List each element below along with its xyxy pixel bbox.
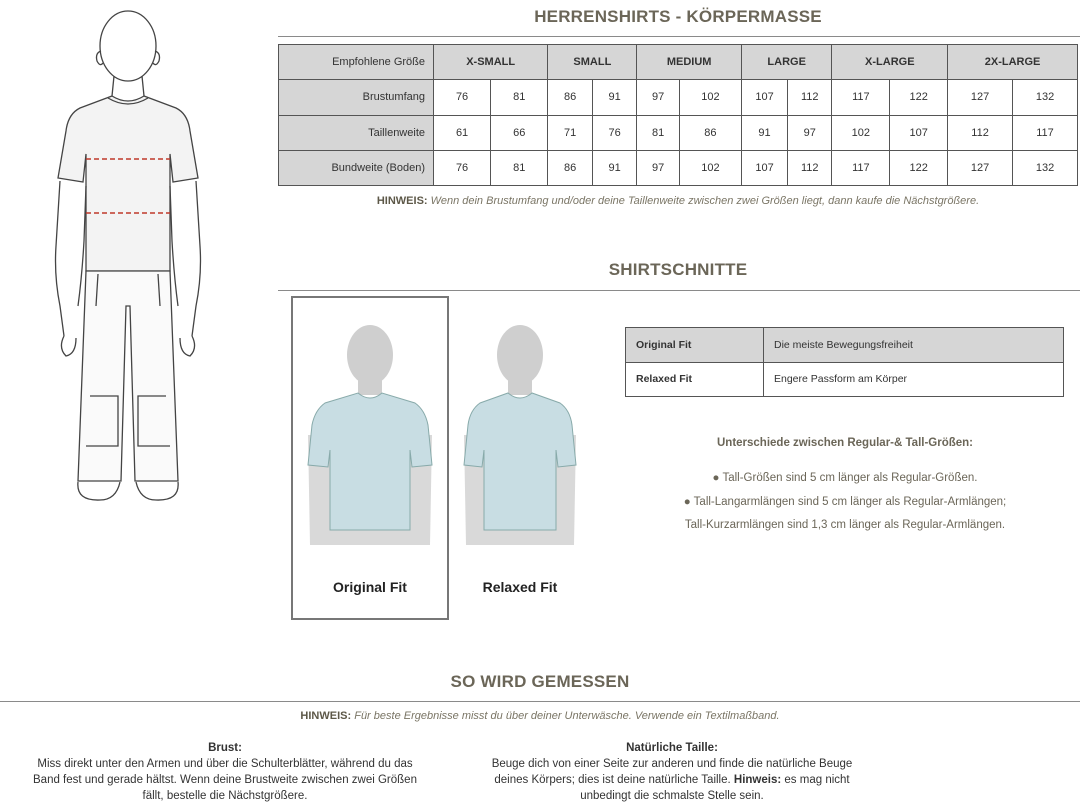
table-cell: 112 xyxy=(948,115,1013,150)
size-col-s: SMALL xyxy=(548,45,637,80)
fit-table xyxy=(625,327,1064,397)
table-cell: 127 xyxy=(948,150,1013,185)
table-cell: 91 xyxy=(592,80,637,115)
table-row xyxy=(626,328,1064,363)
table-cell: 86 xyxy=(679,115,741,150)
table-row xyxy=(626,362,1064,397)
note-label: HINWEIS: xyxy=(376,195,428,207)
divider xyxy=(0,701,1080,702)
size-table xyxy=(278,44,1078,186)
size-col-xs: X-SMALL xyxy=(434,45,548,80)
cuts-section-title: SHIRTSCHNITTE xyxy=(608,260,748,279)
chest-instructions xyxy=(10,740,440,804)
table-row xyxy=(279,150,1078,185)
table-cell: 81 xyxy=(637,115,679,150)
row-label: Brustumfang xyxy=(279,80,434,115)
table-cell: 132 xyxy=(1013,150,1078,185)
table-cell: 122 xyxy=(890,150,948,185)
table-cell: 86 xyxy=(548,150,593,185)
divider xyxy=(278,290,1080,291)
note-text: Für beste Ergebnisse misst du über deiner Unterwäsche. Verwende ein Textilmaßband. xyxy=(354,710,780,722)
bullet-continuation: Tall-Kurzarmlängen sind 1,3 cm länger als Regular-Armlängen. xyxy=(684,519,1006,531)
table-cell: 117 xyxy=(1013,115,1078,150)
chest-line: Miss direkt unter den Armen und über die Schulterblätter, während du das xyxy=(37,758,413,770)
relaxed-fit-label: Relaxed Fit xyxy=(482,579,558,595)
table-cell: 76 xyxy=(592,115,637,150)
original-fit-figure xyxy=(300,315,440,545)
size-col-2xl: 2X-LARGE xyxy=(948,45,1078,80)
note-label: HINWEIS: xyxy=(300,710,352,722)
table-cell: 81 xyxy=(491,150,548,185)
diff-title: Unterschiede zwischen Regular-& Tall-Größen: xyxy=(716,437,974,449)
table-cell: 97 xyxy=(637,150,679,185)
bullet-item xyxy=(625,472,1065,484)
table-cell: 112 xyxy=(788,80,832,115)
table-cell: 91 xyxy=(741,115,787,150)
table-cell: 86 xyxy=(548,80,593,115)
relaxed-fit-figure xyxy=(450,315,590,545)
table-cell: 122 xyxy=(890,80,948,115)
table-cell: 117 xyxy=(832,150,890,185)
note-text: Wenn dein Brustumfang und/oder deine Taillenweite zwischen zwei Größen liegt, dann kaufe die Nächstgrößere. xyxy=(430,195,980,207)
table-cell: 112 xyxy=(788,150,832,185)
table-cell: 132 xyxy=(1013,80,1078,115)
size-header-label: Empfohlene Größe xyxy=(279,45,434,80)
body-measurement-illustration xyxy=(38,6,218,506)
row-label: Taillenweite xyxy=(279,115,434,150)
fit-name: Original Fit xyxy=(626,328,764,363)
waist-instructions xyxy=(462,740,882,804)
row-label: Bundweite (Boden) xyxy=(279,150,434,185)
waist-line: deines Körpers; dies ist deine natürliche Taille. xyxy=(494,774,731,786)
bullet-dot-icon: ● xyxy=(712,472,723,484)
table-cell: 91 xyxy=(592,150,637,185)
table-cell: 61 xyxy=(434,115,491,150)
size-section-title: HERRENSHIRTS - KÖRPERMASSE xyxy=(534,7,822,26)
table-row xyxy=(279,115,1078,150)
divider xyxy=(278,36,1080,37)
table-cell: 102 xyxy=(832,115,890,150)
table-cell: 76 xyxy=(434,150,491,185)
table-cell: 127 xyxy=(948,80,1013,115)
bullet-text: Tall-Größen sind 5 cm länger als Regular-Größen. xyxy=(722,472,978,484)
waist-title: Natürliche Taille: xyxy=(626,742,718,754)
chest-line: fällt, bestelle die Nächstgrößere. xyxy=(142,790,308,802)
table-cell: 81 xyxy=(491,80,548,115)
bullet-dot-icon: ● xyxy=(683,496,694,508)
bullet-text: Tall-Langarmlängen sind 5 cm länger als Regular-Armlängen; xyxy=(693,496,1007,508)
measure-section-title: SO WIRD GEMESSEN xyxy=(450,672,630,691)
table-cell: 102 xyxy=(679,80,741,115)
size-col-l: LARGE xyxy=(741,45,832,80)
size-col-m: MEDIUM xyxy=(637,45,742,80)
table-cell: 102 xyxy=(679,150,741,185)
table-cell: 97 xyxy=(637,80,679,115)
table-cell: 97 xyxy=(788,115,832,150)
size-col-xl: X-LARGE xyxy=(832,45,948,80)
table-cell: 107 xyxy=(741,150,787,185)
waist-line: es mag nicht xyxy=(784,774,850,786)
chest-title: Brust: xyxy=(208,742,242,754)
table-row xyxy=(279,80,1078,115)
chest-line: Band fest und gerade hältst. Wenn deine Brustweite zwischen zwei Größen xyxy=(33,774,417,786)
size-note xyxy=(278,195,1078,207)
table-cell: 107 xyxy=(890,115,948,150)
table-cell: 71 xyxy=(548,115,593,150)
table-cell: 66 xyxy=(491,115,548,150)
fit-desc: Die meiste Bewegungsfreiheit xyxy=(764,328,1064,363)
waist-hint-label: Hinweis: xyxy=(733,774,782,786)
waist-line: unbedingt die schmalste Stelle sein. xyxy=(580,790,764,802)
bullet-item xyxy=(625,496,1065,508)
table-cell: 107 xyxy=(741,80,787,115)
measure-note xyxy=(0,710,1080,722)
table-cell: 76 xyxy=(434,80,491,115)
fit-name: Relaxed Fit xyxy=(626,362,764,397)
fit-desc: Engere Passform am Körper xyxy=(764,362,1064,397)
original-fit-label: Original Fit xyxy=(333,579,407,595)
table-cell: 117 xyxy=(832,80,890,115)
waist-line: Beuge dich von einer Seite zur anderen und finde die natürliche Beuge xyxy=(491,758,853,770)
